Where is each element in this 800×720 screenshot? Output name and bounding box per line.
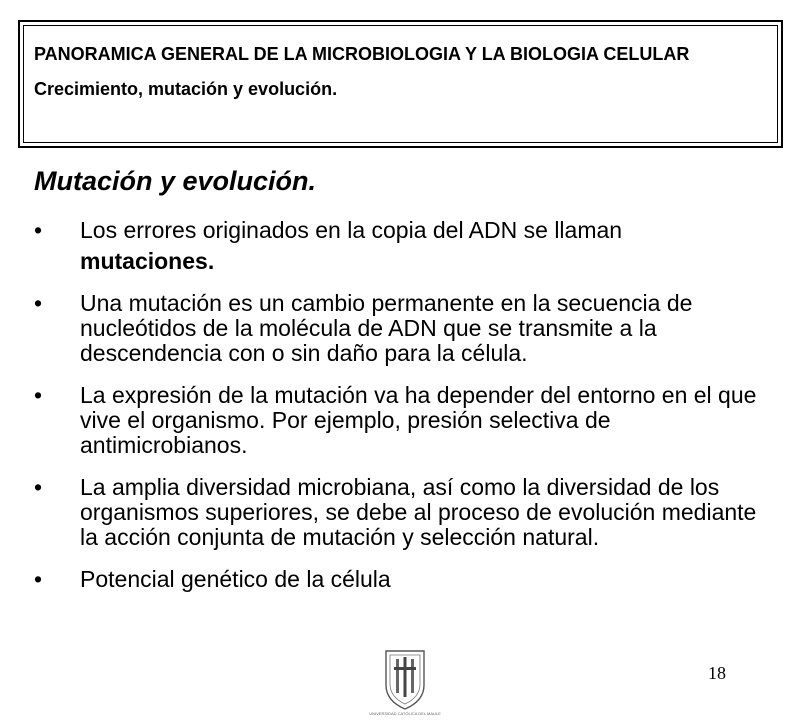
bullet-dot: •: [34, 290, 43, 316]
bullet-item: [34, 383, 774, 458]
bullet-bold-term: mutaciones.: [80, 248, 215, 274]
bullet-text: La expresión de la mutación va ha depender del entorno en el que vive el organismo. Por ejemplo, presión selectiva de antimicrobianos.: [80, 382, 757, 458]
slide-title: Mutación y evolución.: [34, 166, 317, 196]
bullet-text: La amplia diversidad microbiana, así como la diversidad de los organismos superiores, se debe al proceso de evolución mediante la acción conjunta de mutación y selección natural.: [80, 474, 757, 550]
bullet-text: Los errores originados en la copia del ADN se llaman: [80, 217, 623, 243]
header-inner-frame: [23, 25, 778, 143]
bullet-dot: •: [34, 217, 43, 243]
bullet-item: [34, 567, 774, 592]
bullet-text: Potencial genético de la célula: [80, 566, 391, 592]
bullet-list: [34, 218, 774, 609]
bullet-item: [34, 475, 774, 550]
bullet-dot: •: [34, 474, 43, 500]
svg-text:UNIVERSIDAD CATÓLICA DEL MAULE: UNIVERSIDAD CATÓLICA DEL MAULE: [369, 711, 441, 716]
bullet-dot: •: [34, 382, 43, 408]
page-number: 18: [708, 663, 726, 683]
header-box: [18, 20, 783, 148]
bullet-dot: •: [34, 566, 43, 592]
header-title: PANORAMICA GENERAL DE LA MICROBIOLOGIA Y LA BIOLOGIA CELULAR: [34, 44, 690, 64]
bullet-item: [34, 218, 774, 274]
bullet-text: Una mutación es un cambio permanente en la secuencia de nucleótidos de la molécula de ADN que se transmite a la descendencia con o sin daño para la célula.: [80, 290, 693, 366]
university-logo-icon: [369, 645, 441, 717]
header-subtitle: Crecimiento, mutación y evolución.: [34, 79, 338, 99]
bullet-item: [34, 291, 774, 366]
